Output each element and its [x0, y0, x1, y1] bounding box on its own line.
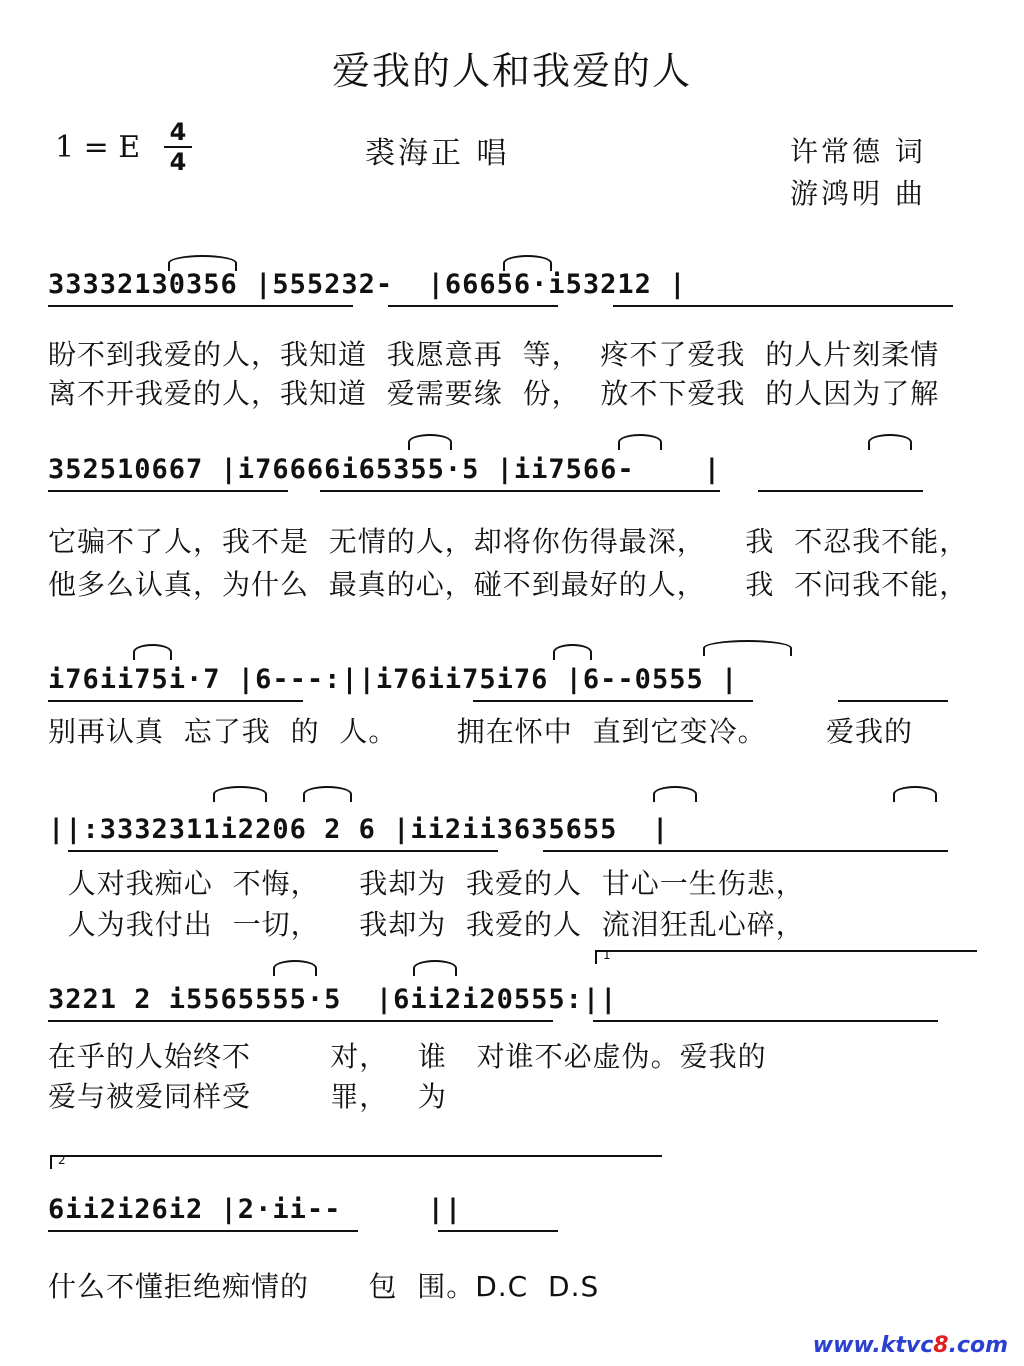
slur [273, 960, 317, 976]
lyric-row-3: 别再认真 忘了我 的 人。 拥在怀中 直到它变冷。 爱我的 [48, 715, 914, 748]
notes-row-1: 33332130356 |555232- |66656·i53212 | [48, 269, 687, 300]
beam [438, 1230, 558, 1232]
site-watermark [813, 1333, 1008, 1358]
slur [703, 640, 792, 656]
slur [213, 786, 267, 802]
slur [553, 644, 592, 660]
slur [503, 255, 552, 271]
beam [48, 1230, 358, 1232]
lyric-row-1b: 离不开我爱的人，我知道 爱需要缘 份， 放不下爱我 的人因为了解 [48, 377, 940, 410]
notes-row-6: 6ii2i26i2 |2·ii-- || [48, 1194, 463, 1225]
time-signature [160, 118, 196, 176]
key-signature: 1 = E [55, 130, 141, 165]
volta-bracket-1 [595, 950, 977, 964]
singer: 裘海正 唱 [365, 136, 510, 171]
slur [168, 255, 237, 271]
lyricist: 许常德 词 [790, 135, 926, 168]
notation-row-1 [48, 255, 983, 315]
beam [613, 305, 953, 307]
notes-row-3: i76ii75i·7 |6---:||i76ii75i76 |6--0555 | [48, 664, 739, 695]
slur [618, 434, 662, 450]
volta-2-label: 2 [58, 1153, 66, 1167]
lyric-row-4b: 人为我付出 一切， 我却为 我爱的人 流泪狂乱心碎， [48, 908, 805, 941]
volta-bracket-2 [50, 1155, 662, 1169]
notes-row-5: 3221 2 i5565555·5 |6ii2i20555:|| [48, 984, 618, 1015]
lyric-row-5a: 在乎的人始终不 对， 谁 对谁不必虚伪。爱我的 [48, 1040, 767, 1073]
notation-row-3 [48, 650, 983, 710]
lyric-row-4a: 人对我痴心 不悔， 我却为 我爱的人 甘心一生伤悲， [48, 867, 805, 900]
song-title: 爱我的人和我爱的人 [331, 49, 692, 93]
slur [893, 786, 937, 802]
beam [473, 700, 753, 702]
slur [413, 960, 457, 976]
notation-row-4 [48, 800, 983, 860]
notation-row-5 [48, 970, 983, 1030]
beam [48, 305, 353, 307]
slur [653, 786, 697, 802]
watermark-main: www.ktvc [812, 1333, 934, 1358]
lyric-row-2b: 他多么认真，为什么 最真的心，碰不到最好的人， 我 不问我不能， [48, 568, 969, 601]
notation-row-2 [48, 440, 983, 500]
beam [593, 1020, 938, 1022]
lyric-row-1a: 盼不到我爱的人，我知道 我愿意再 等， 疼不了爱我 的人片刻柔情 [48, 338, 940, 371]
notation-row-6 [48, 1180, 983, 1240]
watermark-tail: .com [948, 1333, 1008, 1358]
slur [868, 434, 912, 450]
notes-row-4: ||:3332311i2206 2 6 |ii2ii3635655 | [48, 814, 670, 845]
beam [320, 490, 720, 492]
composer: 游鸿明 曲 [790, 177, 926, 210]
beam [388, 305, 558, 307]
slur [303, 786, 352, 802]
beam [68, 850, 498, 852]
lyric-row-2a: 它骗不了人，我不是 无情的人，却将你伤得最深， 我 不忍我不能， [48, 525, 969, 558]
watermark-accent: 8 [933, 1333, 949, 1358]
time-bottom: 4 [169, 148, 187, 176]
beam [48, 700, 303, 702]
time-top: 4 [169, 118, 187, 146]
volta-1-label: 1 [603, 948, 611, 962]
lyric-row-5b: 爱与被爱同样受 罪， 为 [48, 1080, 447, 1113]
beam [543, 850, 948, 852]
beam [838, 700, 948, 702]
beam [48, 1020, 553, 1022]
beam [758, 490, 923, 492]
notes-row-2: 352510667 |i76666i65355·5 |ii7566- | [48, 454, 721, 485]
slur [408, 434, 452, 450]
beam [48, 490, 288, 492]
lyric-row-6: 什么不懂拒绝痴情的 包 围。D.C D.S [48, 1270, 600, 1303]
slur [133, 644, 172, 660]
